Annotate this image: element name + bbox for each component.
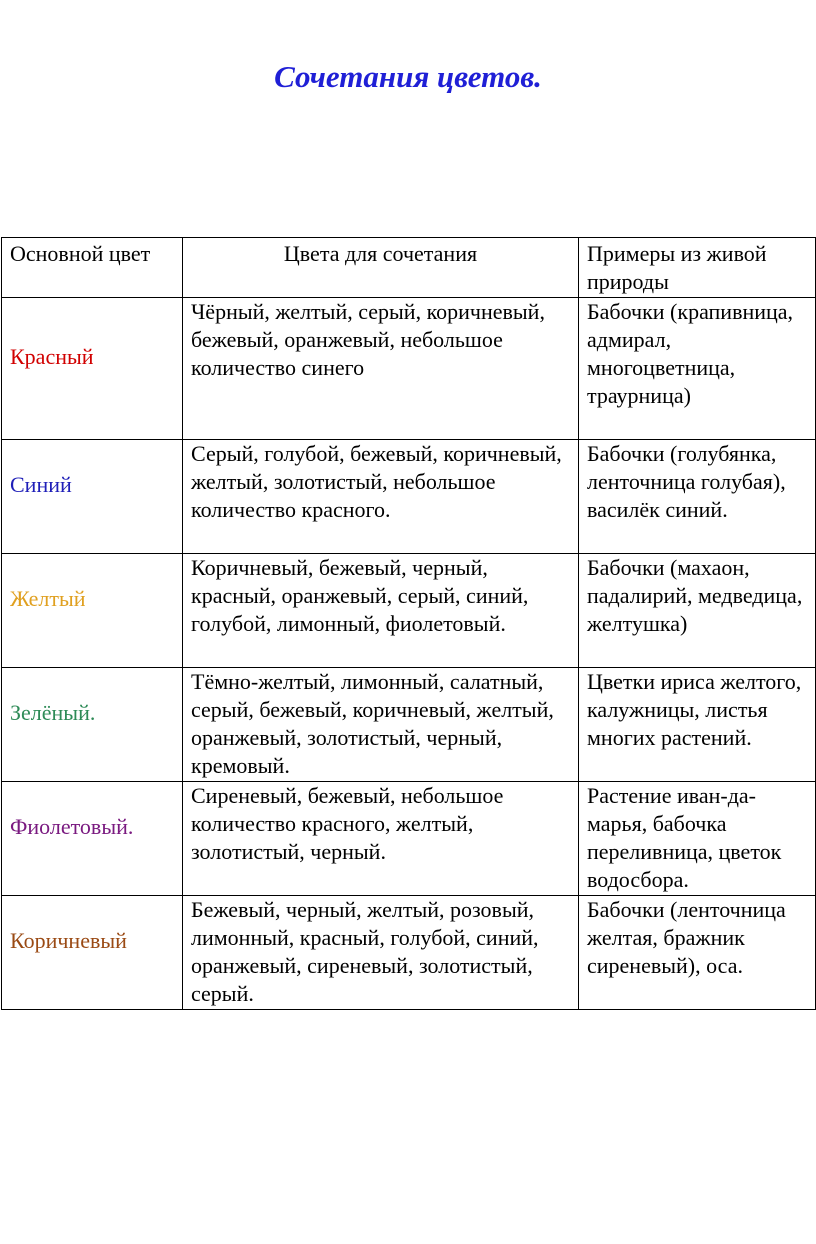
combo-colors-cell: Тёмно-желтый, лимонный, салатный, серый, бежевый, коричневый, желтый, оранжевый, золотистый, черный, кремовый. <box>183 668 579 782</box>
header-base-color: Основной цвет <box>2 238 183 298</box>
nature-examples-cell: Цветки ириса желтого, калужницы, листья многих растений. <box>579 668 816 782</box>
table-row <box>2 782 816 896</box>
nature-examples-cell: Бабочки (махаон, падалирий, медведица, желтушка) <box>579 554 816 668</box>
nature-examples-cell: Бабочки (голубянка, ленточница голубая), василёк синий. <box>579 440 816 554</box>
base-color-cell <box>2 668 183 782</box>
table-row <box>2 554 816 668</box>
combo-colors-cell: Бежевый, черный, желтый, розовый, лимонный, красный, голубой, синий, оранжевый, сиреневый, золотистый, серый. <box>183 896 579 1010</box>
combo-colors-cell: Коричневый, бежевый, черный, красный, оранжевый, серый, синий, голубой, лимонный, фиолетовый. <box>183 554 579 668</box>
table-row <box>2 298 816 440</box>
color-combinations-table <box>1 237 816 1010</box>
base-color-cell <box>2 298 183 440</box>
base-color-cell <box>2 440 183 554</box>
combo-colors-cell: Сиреневый, бежевый, небольшое количество красного, желтый, золотистый, черный. <box>183 782 579 896</box>
nature-examples-cell: Бабочки (крапивница, адмирал, многоцветница, траурница) <box>579 298 816 440</box>
table-header-row <box>2 238 816 298</box>
combo-colors-cell: Серый, голубой, бежевый, коричневый, желтый, золотистый, небольшое количество красного. <box>183 440 579 554</box>
base-color-label: Красный <box>10 343 94 369</box>
table-row <box>2 668 816 782</box>
base-color-label: Желтый <box>10 585 86 611</box>
base-color-cell <box>2 554 183 668</box>
page-title: Сочетания цветов. <box>274 59 542 94</box>
header-nature-examples: Примеры из живой природы <box>579 238 816 298</box>
base-color-label: Зелёный. <box>10 699 96 725</box>
base-color-label: Коричневый <box>10 927 127 953</box>
nature-examples-cell: Растение иван-да-марья, бабочка переливница, цветок водосбора. <box>579 782 816 896</box>
table-row <box>2 896 816 1010</box>
base-color-label: Синий <box>10 471 72 497</box>
base-color-cell <box>2 896 183 1010</box>
base-color-label: Фиолетовый. <box>10 813 134 839</box>
base-color-cell <box>2 782 183 896</box>
nature-examples-cell: Бабочки (ленточница желтая, бражник сиреневый), оса. <box>579 896 816 1010</box>
combo-colors-cell: Чёрный, желтый, серый, коричневый, бежевый, оранжевый, небольшое количество синего <box>183 298 579 440</box>
table-row <box>2 440 816 554</box>
header-combo-colors: Цвета для сочетания <box>183 238 579 298</box>
